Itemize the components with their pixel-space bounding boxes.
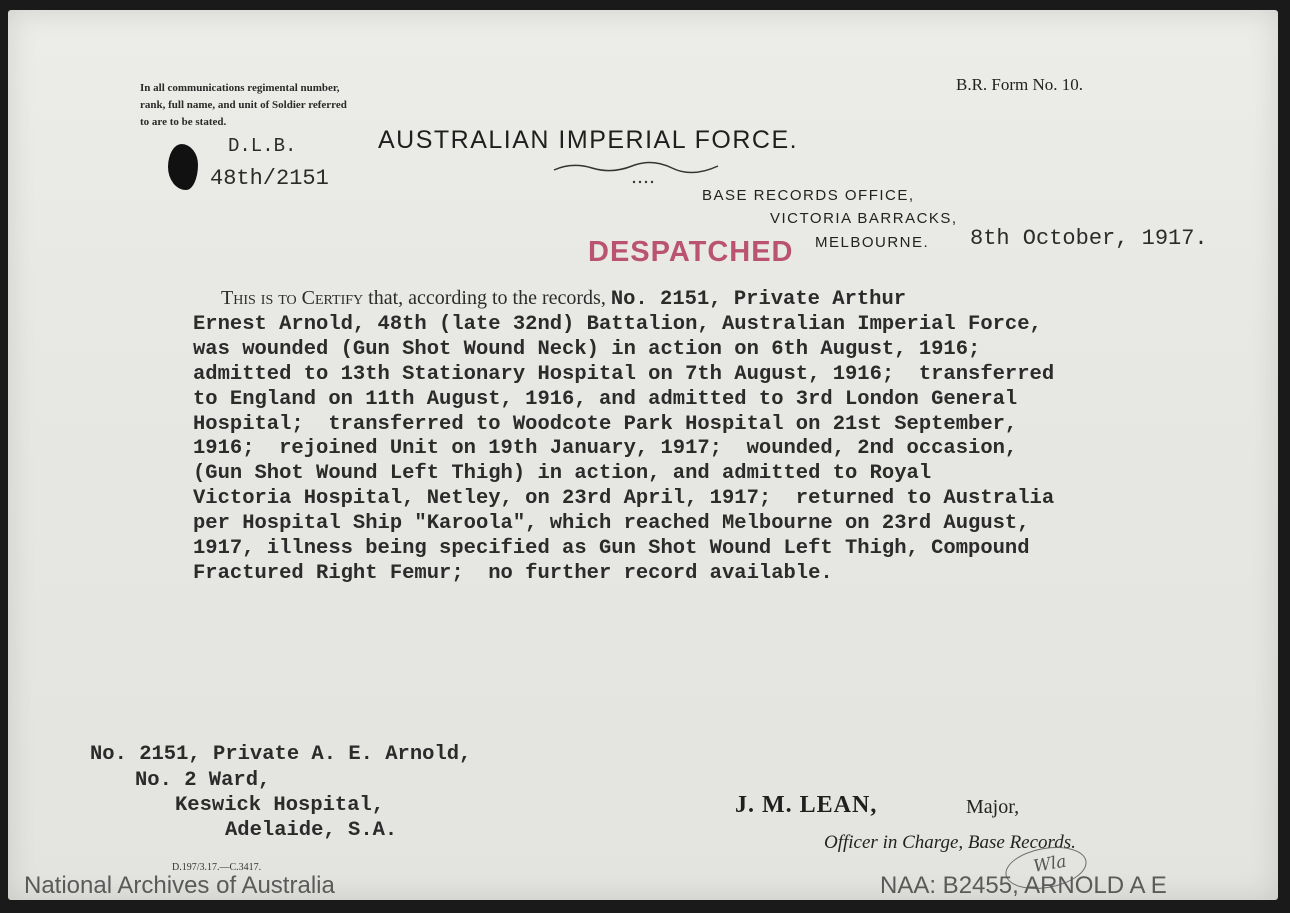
certificate-line-text: No. 2151, Private Arthur (610, 288, 907, 311)
certify-phrase-rest: that, according to the records, (363, 287, 611, 309)
document-date: 8th October, 1917. (970, 226, 1208, 251)
certificate-body (193, 286, 1054, 587)
certify-phrase: This is to Certify (221, 287, 364, 309)
instruction-line: rank, full name, and unit of Soldier referred (140, 99, 347, 111)
document-title: AUSTRALIAN IMPERIAL FORCE. (378, 126, 799, 154)
address-line: No. 2151, Private A. E. Arnold, (90, 743, 472, 766)
certificate-line: (Gun Shot Wound Left Thigh) in action, and admitted to Royal (193, 462, 932, 486)
certificate-line: was wounded (Gun Shot Wound Neck) in action on 6th August, 1916; (193, 337, 981, 361)
archive-watermark: National Archives of Australia (24, 872, 335, 899)
certificate-line: to England on 11th August, 1916, and admitted to 3rd London General (193, 387, 1018, 411)
form-number: B.R. Form No. 10. (956, 75, 1084, 94)
archive-reference-watermark: NAA: B2455, ARNOLD A E (880, 872, 1167, 899)
signatory-name: J. M. LEAN, (735, 792, 878, 818)
certificate-line: per Hospital Ship "Karoola", which reached Melbourne on 23rd August, (193, 512, 1030, 536)
certificate-line: Fractured Right Femur; no further record available. (193, 561, 833, 585)
certificate-line: 1917, illness being specified as Gun Shot Wound Left Thigh, Compound (193, 537, 1030, 561)
address-line: Adelaide, S.A. (225, 819, 398, 842)
instruction-note (140, 80, 400, 131)
office-line: MELBOURNE. (815, 234, 930, 251)
certificate-line: admitted to 13th Stationary Hospital on 7th August, 1916; transferred (193, 362, 1055, 386)
certificate-line: Hospital; transferred to Woodcote Park Hospital on 21st September, (193, 412, 1018, 436)
address-line: No. 2 Ward, (135, 769, 271, 792)
signatory-title: Officer in Charge, Base Records. (824, 832, 1076, 853)
despatched-stamp: DESPATCHED (588, 236, 794, 268)
office-line: VICTORIA BARRACKS, (770, 210, 958, 227)
office-line: BASE RECORDS OFFICE, (702, 187, 915, 204)
certificate-line: Victoria Hospital, Netley, on 23rd April, 1917; returned to Australia (193, 487, 1055, 511)
address-line: Keswick Hospital, (175, 794, 385, 817)
reference-code: D.L.B. (228, 135, 297, 157)
instruction-line: to are to be stated. (140, 116, 227, 128)
reference-number: 48th/2151 (210, 166, 329, 191)
signatory-rank: Major, (966, 796, 1020, 818)
title-flourish (552, 158, 722, 188)
print-code: D.197/3.17.—C.3417. (172, 862, 262, 873)
certificate-line (193, 286, 1054, 313)
initials-text: Wla (1031, 851, 1068, 877)
instruction-line: In all communications regimental number, (140, 82, 340, 94)
certificate-line: 1916; rejoined Unit on 19th January, 1917; wounded, 2nd occasion, (193, 437, 1018, 461)
punch-hole (168, 144, 198, 190)
certificate-line: Ernest Arnold, 48th (late 32nd) Battalion, Australian Imperial Force, (193, 312, 1042, 336)
